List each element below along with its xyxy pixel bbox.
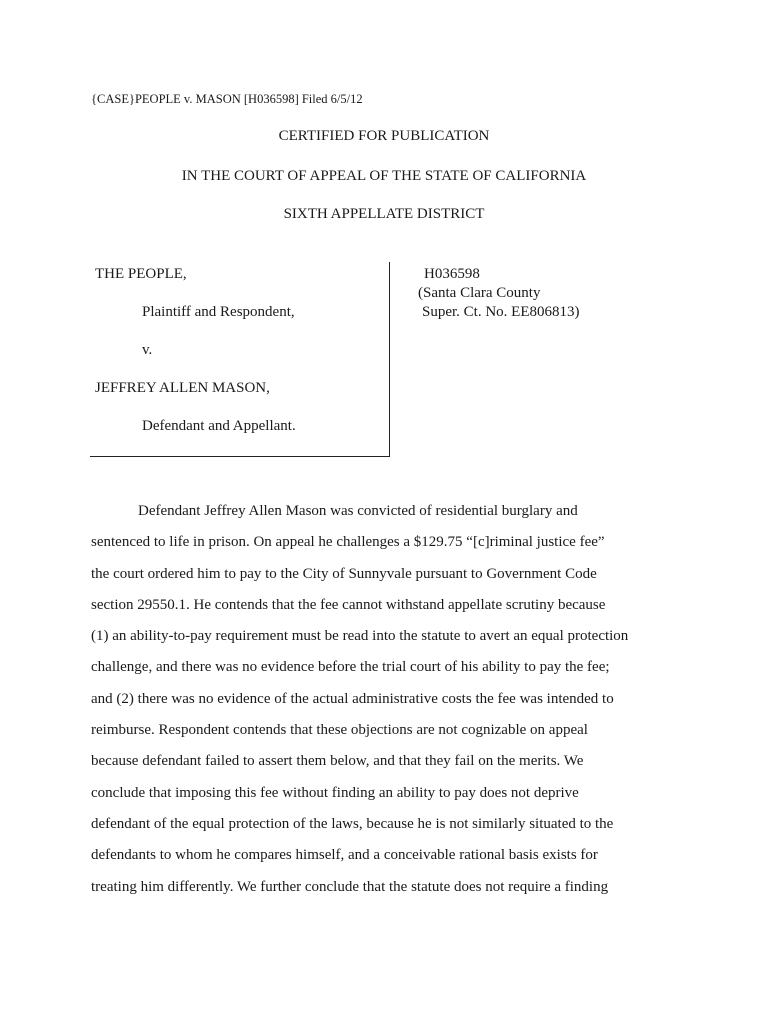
certification-heading: CERTIFIED FOR PUBLICATION — [278, 128, 490, 144]
body-line: the court ordered him to pay to the City of Sunnyvale pursuant to Government Code — [91, 565, 597, 582]
body-line: defendant of the equal protection of the laws, because he is not similarly situated to the — [91, 815, 614, 832]
body-line: Defendant Jeffrey Allen Mason was convicted of residential burglary and — [138, 503, 578, 519]
body-line: reimburse. Respondent contends that these objections are not cognizable on appeal — [91, 722, 588, 739]
versus-label: v. — [142, 342, 153, 358]
body-line: because defendant failed to assert them below, and that they fail on the merits. We — [91, 753, 584, 770]
plaintiff-name: THE PEOPLE, — [95, 266, 187, 282]
body-line: sentenced to life in prison. On appeal he challenges a $129.75 “[c]riminal justice fee” — [91, 534, 605, 551]
body-line: conclude that imposing this fee without finding an ability to pay does not deprive — [91, 784, 579, 801]
defendant-role: Defendant and Appellant. — [142, 418, 296, 434]
county-label: (Santa Clara County — [418, 285, 541, 301]
body-line: defendants to whom he compares himself, and a conceivable rational basis exists for — [91, 847, 598, 864]
superior-court-number: Super. Ct. No. EE806813) — [422, 304, 580, 320]
defendant-name: JEFFREY ALLEN MASON, — [95, 380, 270, 396]
body-line: and (2) there was no evidence of the actual administrative costs the fee was intended to — [91, 690, 614, 707]
court-heading: IN THE COURT OF APPEAL OF THE STATE OF CALIFORNIA — [181, 168, 587, 184]
district-heading: SIXTH APPELLATE DISTRICT — [283, 206, 485, 222]
body-line: (1) an ability-to-pay requirement must be read into the statute to avert an equal protection — [91, 628, 629, 645]
case-caption — [90, 262, 390, 457]
plaintiff-role: Plaintiff and Respondent, — [142, 304, 295, 320]
body-line: treating him differently. We further conclude that the statute does not require a finding — [91, 878, 609, 895]
docket-info — [418, 265, 580, 322]
opinion-body — [91, 496, 691, 903]
case-identifier: {CASE}PEOPLE v. MASON [H036598] Filed 6/5/12 — [91, 92, 363, 106]
body-line: challenge, and there was no evidence before the trial court of his ability to pay the fee; — [91, 659, 610, 676]
docket-number: H036598 — [424, 266, 480, 282]
body-line: section 29550.1. He contends that the fee cannot withstand appellate scrutiny because — [91, 596, 606, 613]
